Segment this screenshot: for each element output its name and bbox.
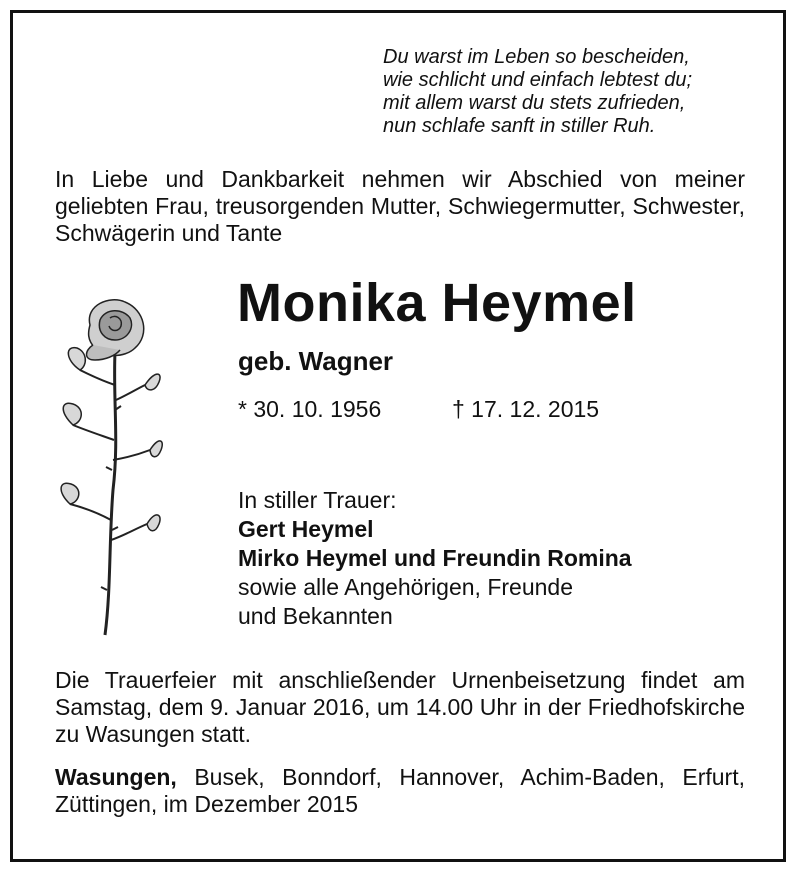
mourners-others: sowie alle Angehörigen, Freunde [238,574,574,600]
poem-line: Du warst im Leben so bescheiden, [383,46,690,68]
poem-line: nun schlafe sanft in stiller Ruh. [383,115,656,137]
mourners-others: und Bekannten [238,603,393,629]
rose-icon [55,290,165,640]
birth-date: * 30. 10. 1956 [238,396,382,422]
closing-place: Wasungen, [55,764,177,790]
mourners-heading: In stiller Trauer: [238,487,397,513]
intro-text: In Liebe und Dankbarkeit nehmen wir Abschied von meiner geliebten Frau, treusorgenden Mutter, Schwiegermutter, Schwester, Schwägerin und Tante [55,166,745,246]
born-name: geb. Wagner [238,346,394,376]
poem-line: wie schlicht und einfach lebtest du; [383,69,693,91]
closing-rest: Busek, Bonndorf, Hannover, Achim-Baden, Erfurt, Züttingen, im Dezember 2015 [55,764,745,817]
death-date: † 17. 12. 2015 [452,396,600,422]
service-info: Die Trauerfeier mit anschließender Urnenbeisetzung findet am Samstag, dem 9. Januar 2016, um 14.00 Uhr in der Friedhofskirche zu Wasungen statt. [55,667,745,747]
closing-places [55,764,745,818]
mourners-block [238,486,632,631]
poem [383,46,692,138]
mourner-name: Mirko Heymel und Freundin Romina [238,545,632,571]
mourner-name: Gert Heymel [238,516,374,542]
deceased-name: Monika Heymel [237,273,637,333]
life-dates [238,396,600,423]
poem-line: mit allem warst du stets zufrieden, [383,92,686,114]
